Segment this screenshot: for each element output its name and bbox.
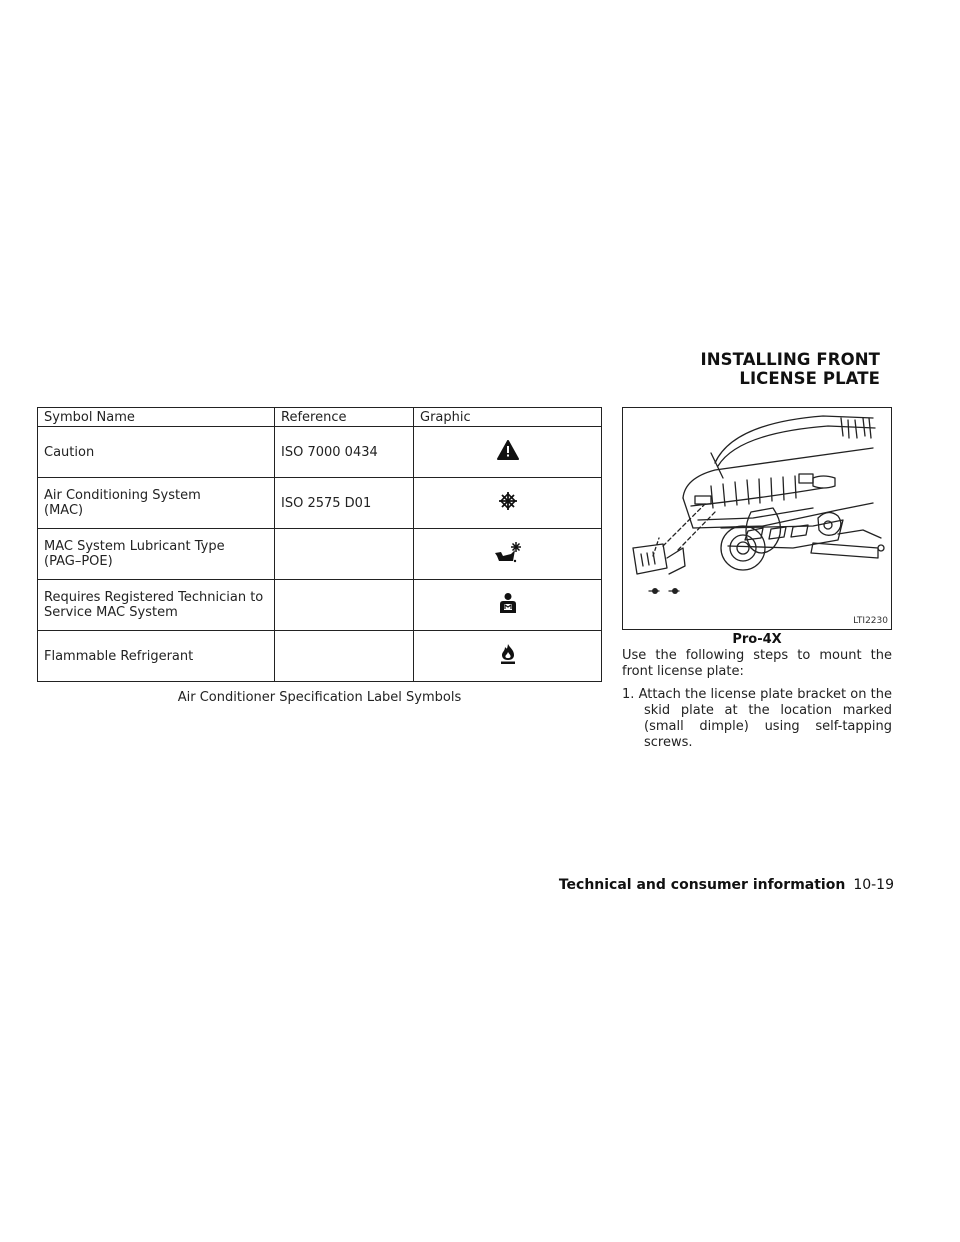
header-graphic: Graphic [414,408,602,427]
page-number: 10-19 [853,877,894,893]
table-row [38,529,602,580]
header-reference: Reference [275,408,414,427]
truck-front-illustration [623,408,891,629]
intro-paragraph: Use the following steps to mount the front license plate: [622,648,892,679]
symbol-name-cell [38,478,275,529]
symbol-name: Caution [44,444,95,460]
snowflake-icon [498,491,518,511]
symbol-name-cell [38,631,275,682]
figure-caption: Pro-4X [732,632,782,647]
table-row [38,631,602,682]
page-footer [559,877,894,893]
graphic-cell [414,529,602,580]
technician-icon [497,592,519,614]
symbol-name: MAC System Lubricant Type (PAG–POE) [44,539,225,569]
graphic-cell [414,580,602,631]
table-header-row [38,408,602,427]
flame-icon [498,643,518,665]
step-1: 1. Attach the license plate bracket on the skid plate at the location marked (small dimple) using self-tapping screws. [622,687,892,750]
warning-triangle-icon [497,440,519,460]
chapter-title: Technical and consumer information [558,877,846,893]
symbol-name-cell [38,427,275,478]
instructions [622,648,892,758]
table-row [38,580,602,631]
symbol-name-cell [38,580,275,631]
table-row [38,427,602,478]
table-row [38,478,602,529]
symbol-name: Air Conditioning System (MAC) [44,488,201,518]
graphic-cell [414,631,602,682]
section-title: INSTALLING FRONT LICENSE PLATE [700,350,880,388]
symbol-name: Requires Registered Technician to Service MAC System [44,590,264,620]
reference-cell: ISO 2575 D01 [275,478,414,529]
symbols-table [37,407,602,682]
reference-cell: ISO 7000 0434 [275,427,414,478]
license-plate-illustration [622,407,892,630]
oil-can-snowflake-icon [493,541,523,563]
reference-cell [275,580,414,631]
reference-cell [275,631,414,682]
header-symbol-name: Symbol Name [38,408,275,427]
table-caption: Air Conditioner Specification Label Symbols [177,690,462,705]
reference-cell [275,529,414,580]
symbol-name-cell [38,529,275,580]
symbol-name: Flammable Refrigerant [44,648,194,664]
figure-code: LTI2230 [853,616,888,626]
graphic-cell [414,427,602,478]
graphic-cell [414,478,602,529]
